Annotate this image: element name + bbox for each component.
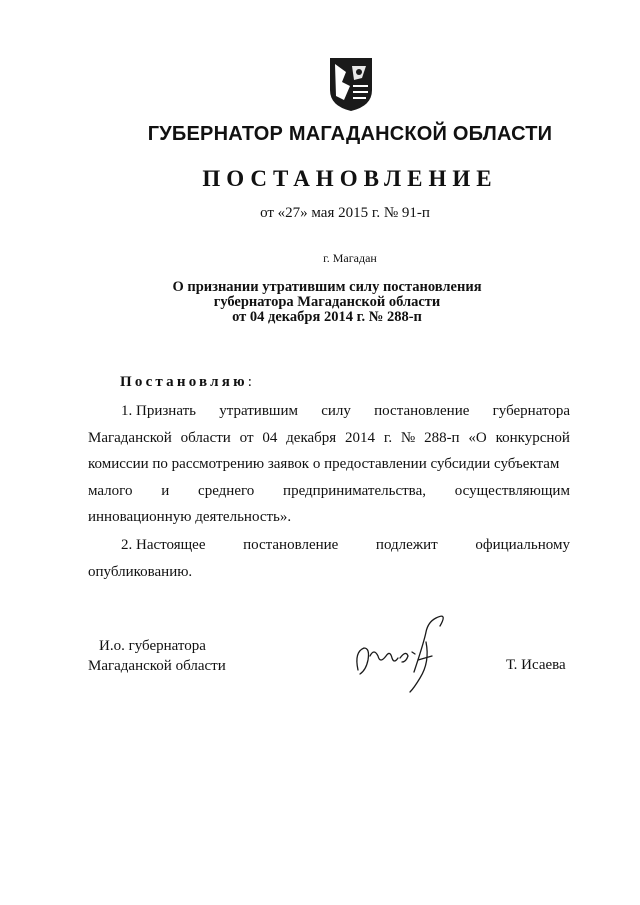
word: инновационную деятельность».: [88, 509, 292, 525]
word: 04: [262, 429, 278, 446]
word: осуществляющим: [454, 482, 570, 499]
coat-of-arms-emblem: [328, 56, 374, 112]
word: «О: [468, 429, 487, 446]
paragraph-1: [88, 398, 570, 531]
p1-line: [88, 425, 570, 452]
word: 1. Признать: [121, 403, 196, 419]
word: губернатора: [492, 403, 570, 419]
word: опубликованию.: [88, 563, 193, 580]
signatory-name: Т. Исаева: [506, 657, 566, 673]
p2-line: [88, 559, 570, 586]
word: комиссии по рассмотрению заявок о предоставлении субсидии субъектам: [88, 456, 560, 472]
word: конкурсной: [495, 429, 570, 446]
word: и: [161, 482, 170, 499]
word: среднего: [198, 482, 255, 499]
subject-line-3: от 04 декабря 2014 г. № 288-п: [232, 309, 422, 325]
handwritten-signature: [340, 612, 450, 702]
p1-line: [88, 451, 570, 478]
signatory-title-line-1: И.о. губернатора: [99, 638, 206, 654]
word: малого: [88, 482, 133, 499]
word: постановление: [243, 537, 339, 553]
subject-line-2: губернатора Магаданской области: [213, 294, 441, 310]
word: постановление: [374, 403, 470, 419]
subject-line-1: О признании утратившим силу постановления: [172, 279, 482, 295]
word: от: [239, 429, 254, 446]
p1-line: [88, 398, 570, 425]
word: 2014: [345, 429, 376, 446]
decree-colon: :: [247, 374, 252, 390]
word: предпринимательства,: [283, 482, 426, 499]
word: г.: [383, 429, 393, 446]
word: утратившим: [219, 403, 298, 419]
word: №: [400, 429, 416, 446]
decree-word: Постановляю: [120, 374, 248, 390]
authority-title: ГУБЕРНАТОР МАГАДАНСКОЙ ОБЛАСТИ: [147, 123, 553, 145]
word: декабря: [286, 429, 337, 446]
p1-line: [88, 478, 570, 505]
decree-heading: [120, 374, 252, 391]
signatory-title: [88, 636, 226, 676]
p2-line: [88, 532, 570, 559]
document-subject: [0, 280, 640, 325]
p1-line: [88, 504, 570, 531]
document-type: ПОСТАНОВЛЕНИЕ: [202, 166, 498, 191]
word: силу: [321, 403, 351, 419]
document-city: г. Магадан: [323, 251, 377, 265]
word: 288-п: [424, 429, 460, 446]
word: официальному: [475, 537, 570, 553]
document-date-number: от «27» мая 2015 г. № 91-п: [260, 205, 430, 221]
word: 2. Настоящее: [121, 537, 206, 553]
signatory-title-line-2: Магаданской области: [88, 658, 226, 674]
word: Магаданской: [88, 429, 172, 446]
word: области: [180, 429, 231, 446]
paragraph-2: [88, 532, 570, 585]
word: подлежит: [375, 537, 438, 553]
